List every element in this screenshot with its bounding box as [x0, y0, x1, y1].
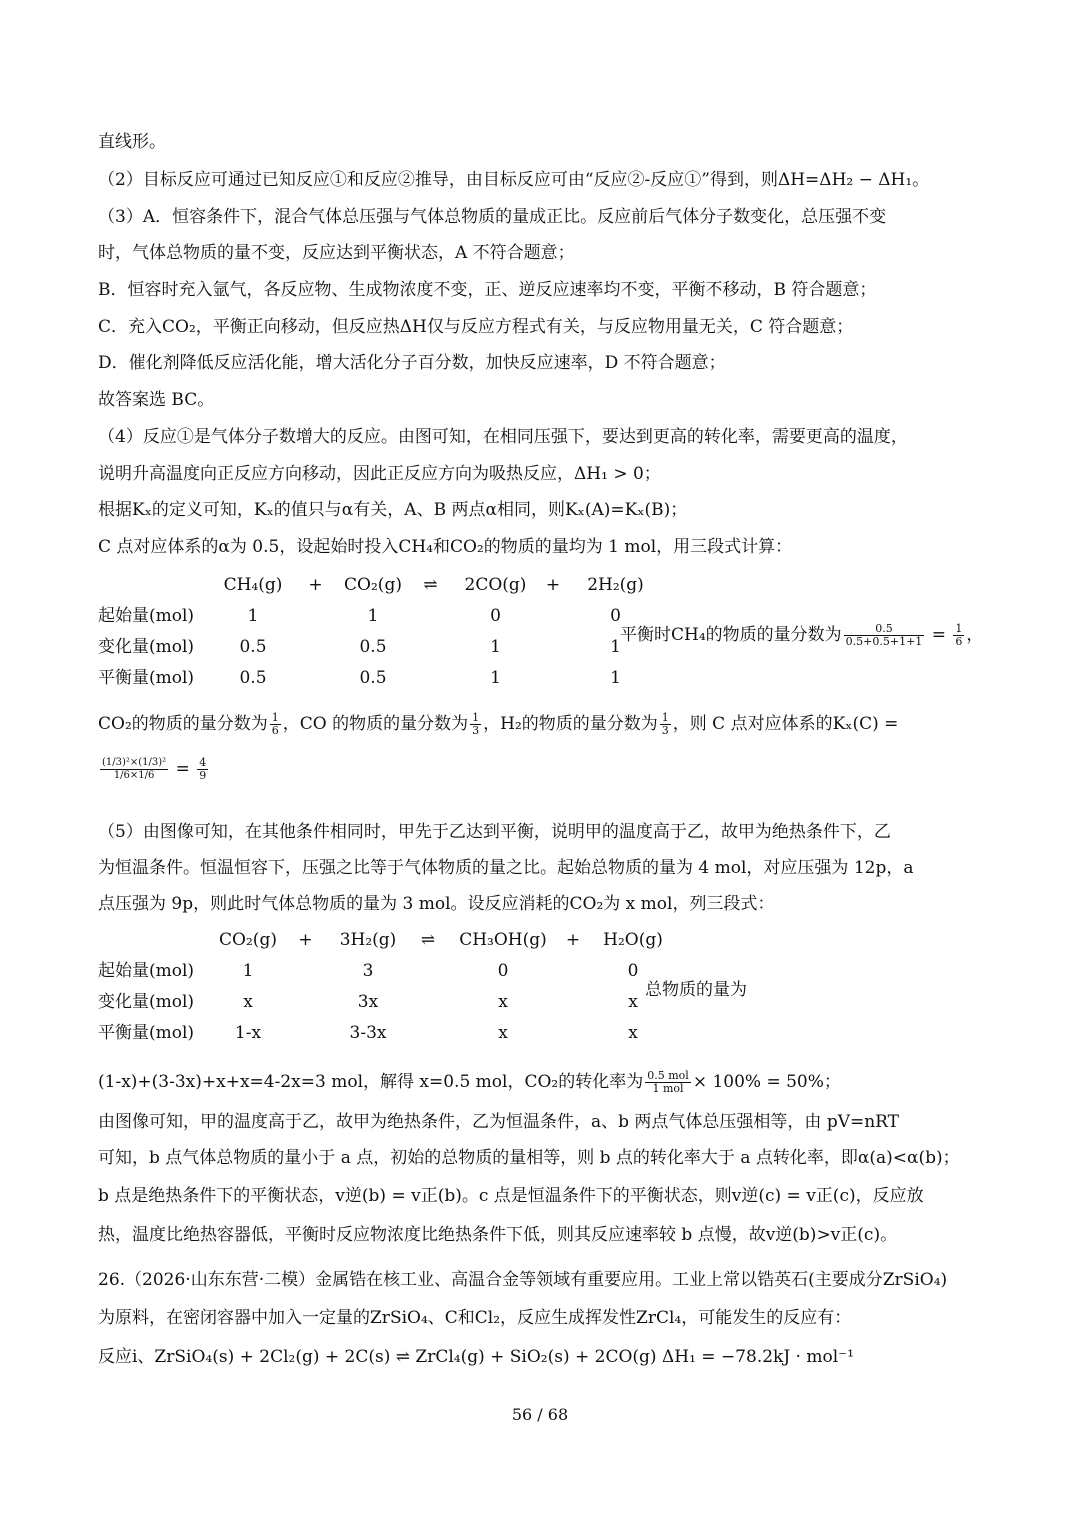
page-number: 56 / 68: [511, 1405, 569, 1424]
table-cell: x: [498, 992, 508, 1012]
table-header: CH₃OH(g): [459, 930, 547, 950]
table-cell: 1: [490, 637, 501, 657]
table-cell: 3x: [357, 992, 379, 1012]
table-cell: 1: [610, 637, 621, 657]
table-header: +: [308, 575, 323, 595]
three-stage-table-2: [98, 925, 673, 1049]
table-header: +: [298, 930, 313, 950]
table-cell: 1: [242, 961, 254, 981]
text-line: （4）反应①是气体分子数增大的反应。由图可知，在相同压强下，要达到更高的转化率，需要更高的温度，: [98, 427, 908, 447]
text-line: 时，气体总物质的量不变，反应达到平衡状态，A 不符合题意；: [98, 243, 575, 263]
table-cell: 3: [362, 961, 374, 981]
row-label: 平衡量(mol): [98, 1023, 195, 1043]
table-header: ⇌: [420, 930, 436, 950]
text-line: C 点对应体系的α为 0.5，设起始时投入CH₄和CO₂的物质的量均为 1 mol，用三段式计算：: [98, 537, 793, 557]
table-cell: 1: [610, 668, 621, 688]
table-cell: 0: [627, 961, 639, 981]
row-label: 起始量(mol): [98, 961, 195, 981]
table-cell: 0: [490, 606, 501, 626]
table-header: CH₄(g): [223, 575, 283, 595]
text-line: （2）目标反应可通过已知反应①和反应②推导，由目标反应可由“反应②-反应①”得到，则ΔH=ΔH₂ − ΔH₁。: [98, 170, 930, 190]
row-label: 平衡量(mol): [98, 668, 195, 688]
table-cell: x: [498, 1023, 508, 1043]
table-cell: x: [628, 992, 638, 1012]
table-header: ⇌: [423, 575, 438, 595]
row-label: 变化量(mol): [98, 992, 195, 1012]
table1-note: 平衡时CH₄的物质的量分数为 $\frac{0.5}{0.5+0.5+1+1}$ = $\frac{1}{6}$ ，: [620, 622, 984, 648]
table-cell: 0.5: [359, 668, 387, 688]
reaction-i-line: 反应i、ZrSiO₄(s) + 2Cl₂(g) + 2C(s) ⇌ ZrCl₄(g) + SiO₂(s) + 2CO(g) ΔH₁ = −78.2kJ · mol⁻¹: [98, 1347, 854, 1367]
text-line: 可知，b 点气体总物质的量小于 a 点，初始的总物质的量相等，则 b 点的转化率大于 a 点转化率，即α(a)<α(b)；: [98, 1148, 960, 1168]
table-header: 3H₂(g): [339, 930, 397, 950]
row-label: 起始量(mol): [98, 606, 195, 626]
table-cell: 0.5: [239, 637, 267, 657]
table-header: 2CO(g): [464, 575, 527, 595]
table-header: +: [565, 930, 581, 950]
text-line: (1-x)+(3-3x)+x+x=4-2x=3 mol，解得 x=0.5 mol，CO₂的转化率为 $\frac{\text{0.5 mol}}{\text{1 mol}}$ × 100% = 50%；: [98, 1069, 841, 1095]
table-cell: 0.5: [239, 668, 267, 688]
text-line: CO₂的物质的量分数为 $\frac{1}{6}$ ，CO 的物质的量分数为 $\frac{1}{3}$ ，H₂的物质的量分数为 $\frac{1}{3}$ ，则 C 点对应体系的Kₓ(C) =: [98, 711, 899, 737]
table-header: 2H₂(g): [587, 575, 644, 595]
text-line: 说明升高温度向正反应方向移动，因此正反应方向为吸热反应，ΔH₁ > 0；: [98, 464, 661, 484]
text-line: 为恒温条件。恒温恒容下，压强之比等于气体物质的量之比。起始总物质的量为 4 mol，对应压强为 12p，a: [98, 858, 914, 878]
text-line: 为原料，在密闭容器中加入一定量的ZrSiO₄、C和Cl₂，反应生成挥发性ZrCl₄，可能发生的反应有：: [98, 1308, 852, 1328]
text-line: 点压强为 9p，则此时气体总物质的量为 3 mol。设反应消耗的CO₂为 x mol，列三段式：: [98, 894, 775, 914]
table2-note: 总物质的量为: [645, 980, 747, 1000]
three-stage-table-1: [98, 570, 658, 694]
text-line: 根据Kₓ的定义可知，Kₓ的值只与α有关，A、B 两点α相同，则Kₓ(A)=Kₓ(B)；: [98, 500, 688, 520]
row-label: 变化量(mol): [98, 637, 195, 657]
text-line: （5）由图像可知，在其他条件相同时，甲先于乙达到平衡，说明甲的温度高于乙，故甲为绝热条件下，乙: [98, 822, 891, 842]
table-cell: 1: [490, 668, 501, 688]
table-cell: 1: [367, 606, 379, 626]
text-line: B．恒容时充入氩气，各反应物、生成物浓度不变，正、逆反应速率均不变，平衡不移动，B 符合题意；: [98, 280, 877, 300]
table-header: +: [545, 575, 561, 595]
text-line: 由图像可知，甲的温度高于乙，故甲为绝热条件，乙为恒温条件，a、b 两点气体总压强相等，由 pV=nRT: [98, 1112, 900, 1132]
text-line: D．催化剂降低反应活化能，增大活化分子百分数，加快反应速率，D 不符合题意；: [98, 353, 726, 373]
text-line: C．充入CO₂，平衡正向移动，但反应热ΔH仅与反应方程式有关，与反应物用量无关，C 符合题意；: [98, 317, 854, 337]
table-cell: 0: [497, 961, 509, 981]
table-cell: 3-3x: [349, 1023, 387, 1043]
text-line: 直线形。: [98, 132, 166, 152]
text-line: 故答案选 BC。: [98, 390, 215, 410]
kx-expression: $\frac{\text{(1/3)²×(1/3)²}}{1/6\times 1/6}$ = $\frac{4}{9}$: [102, 756, 207, 782]
table-cell: x: [628, 1023, 638, 1043]
table-header: CO₂(g): [219, 930, 277, 950]
table-header: H₂O(g): [603, 930, 663, 950]
text-line: b 点是绝热条件下的平衡状态，v逆(b) = v正(b)。c 点是恒温条件下的平衡状态，则v逆(c) = v正(c)，反应放: [98, 1186, 924, 1206]
text-line: 热，温度比绝热容器低，平衡时反应物浓度比绝热条件下低，则其反应速率较 b 点慢，故v逆(b)>v正(c)。: [98, 1225, 898, 1245]
question-26-line: 26.（2026·山东东营·二模）金属锆在核工业、高温合金等领域有重要应用。工业上常以锆英石(主要成分ZrSiO₄): [98, 1270, 948, 1290]
table-header: CO₂(g): [344, 575, 402, 595]
table-cell: 1-x: [234, 1023, 262, 1043]
table-cell: 0: [610, 606, 621, 626]
text-line: （3）A．恒容条件下，混合气体总压强与气体总物质的量成正比。反应前后气体分子数变化，总压强不变: [98, 207, 887, 227]
table-cell: 0.5: [359, 637, 387, 657]
table-cell: 1: [247, 606, 259, 626]
table-cell: x: [243, 992, 253, 1012]
